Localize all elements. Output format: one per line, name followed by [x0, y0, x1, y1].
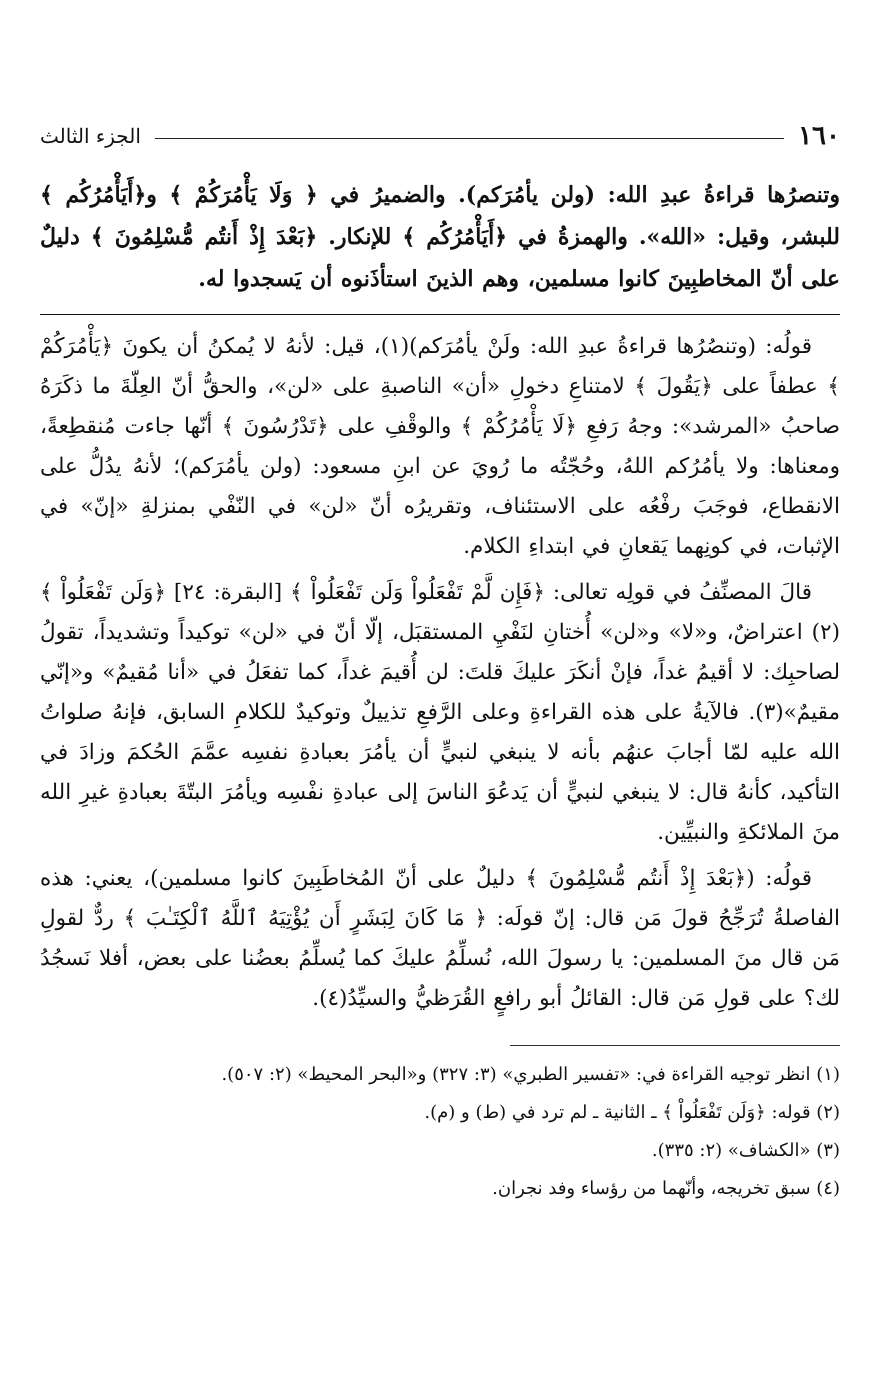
commentary-paragraph: قولُه: (﴿بَعْدَ إِذْ أَنتُم مُّسْلِمُونَ ﴾ دليلٌ على أنّ المُخاطَبِينَ كانوا مسلمين)، يعني: هذه الفاصلةُ تُرَجِّحُ قولَ مَن قال: إنّ قولَه: ﴿ مَا كَانَ لِبَشَرٍ أَن يُؤْتِيَهُ ٱللَّهُ ٱلْكِتَـٰبَ ﴾ ردٌّ لقولِ مَن قال منَ المسلمين: يا رسولَ الله، نُسلِّمُ عليكَ كما يُسلِّمُ بعضُنا على بعض، أفلا نَسجُدُ لك؟ على قولِ مَن قال: القائلُ أبو رافعٍ القُرَظيُّ والسيِّدُ(٤). [40, 866, 840, 1011]
commentary-block [40, 327, 840, 1019]
commentary-paragraph: قولُه: (وتنصُرُها قراءةُ عبدِ الله: ولَنْ يأمُرَكم)(١)، قيل: لأنهُ لا يُمكنُ أن يكونَ ﴿يَأْمُرَكُمْ ﴾ عطفاً على ﴿يَقُولَ ﴾ لامتناعِ دخولِ «أن» الناصبةِ على «لن»، والحقُّ أنّ العِلّةَ ما ذكَرَهُ صاحبُ «المرشد»: وجهُ رَفعِ ﴿لَا يَأْمُرُكُمْ ﴾ والوقْفِ على ﴿تَدْرُسُونَ ﴾ أنّها جاءت مُنقطِعةً، ومعناها: ولا يأمُرُكم اللهُ، وحُجّتُه ما رُويَ عن ابنِ مسعود: (ولن يأمُرَكم)؛ لأنهُ يدُلُّ على الانقطاع، فوجَبَ رفْعُه على الاستئناف، وتقريرُه أنّ «لن» في النّفْي بمنزلةِ «إنّ» في الإثبات، في كونِهما يَقعانِ في ابتداءِ الكلام. [40, 334, 840, 559]
footnote: (١) انظر توجيه القراءة في: «تفسير الطبري» (٣: ٣٢٧) و«البحر المحيط» (٢: ٥٠٧). [221, 1064, 840, 1085]
main-text: وتنصرُها قراءةُ عبدِ الله: (ولن يأمُرَكم). والضميرُ في ﴿ وَلَا يَأْمُرَكُمْ ﴾ و﴿أَيَأْمُرُكُم ﴾ للبشر، وقيل: «الله». والهمزةُ في ﴿أَيَأْمُرُكُم ﴾ للإنكار. ﴿بَعْدَ إِذْ أَنتُم مُّسْلِمُونَ ﴾ دليلٌ على أنّ المخاطبِينَ كانوا مسلمين، وهم الذينَ استأذَنوه أن يَسجدوا له. [40, 182, 840, 292]
page-header [40, 112, 840, 160]
footnote: (٤) سبق تخريجه، وأنّهما من رؤساء وفد نجران. [492, 1178, 840, 1199]
footnote: (٣) «الكشاف» (٢: ٣٣٥). [651, 1140, 840, 1161]
footnote-rule [510, 1045, 840, 1046]
running-title: الجزء الثالث [40, 124, 141, 148]
footnotes [40, 1045, 840, 1208]
book-page [40, 112, 840, 1208]
header-rule [155, 138, 784, 139]
main-text-block [40, 174, 840, 300]
page-number: ١٦٠ [798, 121, 840, 151]
section-separator [40, 314, 840, 315]
footnote: (٢) قوله: ﴿وَلَن تَفْعَلُواْ ﴾ ـ الثانية ـ لم ترد في (ط) و (م). [424, 1102, 840, 1123]
commentary-paragraph: قالَ المصنِّفُ في قولِه تعالى: ﴿فَإِن لَّمْ تَفْعَلُواْ وَلَن تَفْعَلُواْ ﴾ [البقرة: ٢٤] ﴿وَلَن تَفْعَلُواْ ﴾(٢) اعتراضٌ، و«لا» و«لن» أُختانِ لنَفْيِ المستقبَل، إلّا أنّ في «لن» توكيداً وتشديداً، تقولُ لصاحبِك: لا أقيمُ غداً، فإنْ أنكَرَ عليكَ قلتَ: لن أُقيمَ غداً، كما تفعَلُ في «أنا مُقيمٌ» و«إنّي مقيمٌ»(٣). فالآيةُ على هذه القراءةِ وعلى الرَّفعِ تذييلٌ وتوكيدٌ للكلامِ السابق، فإنهُ صلواتُ الله عليه لمّا أجابَ عنهُم بأنه لا ينبغي لنبيٍّ أن يأمُرَ بعبادةِ نفسِه عمَّمَ الحُكمَ وزادَ في التأكيد، كأنهُ قال: لا ينبغي لنبيٍّ أن يَدعُوَ الناسَ إلى عبادةِ نفْسِه ويأمُرَ البتّةَ بعبادةِ غيرِ الله منَ الملائكةِ والنبيِّين. [40, 580, 840, 845]
